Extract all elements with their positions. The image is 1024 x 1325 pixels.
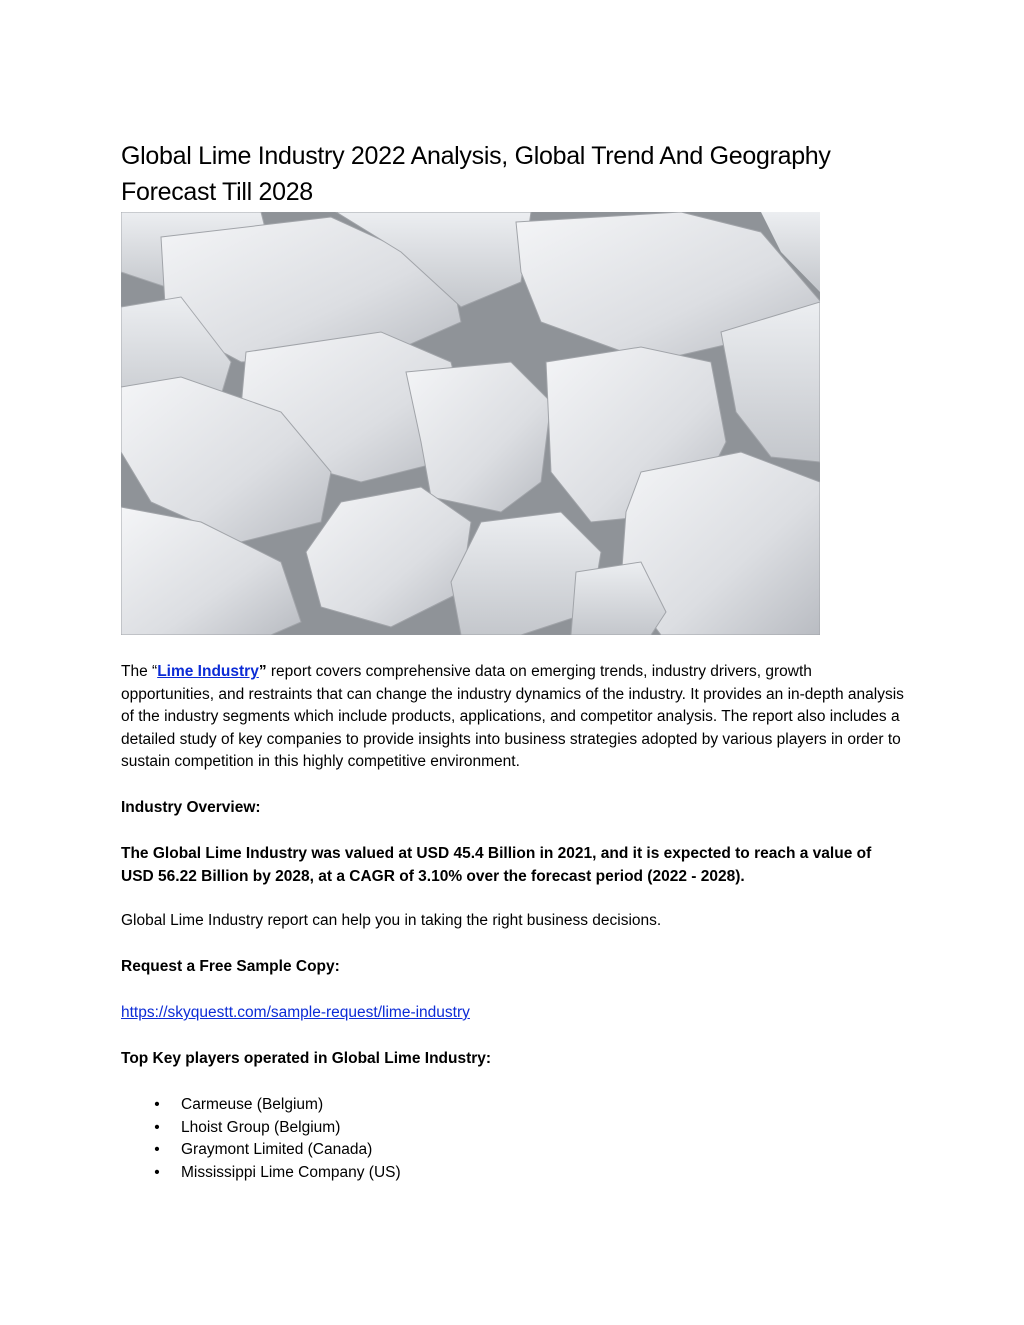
intro-paragraph [121,661,906,774]
industry-overview-heading: Industry Overview: [121,799,261,816]
decision-paragraph: Global Lime Industry report can help you in taking the right business decisions. [121,912,662,929]
player-name: Graymont Limited (Canada) [181,1141,373,1158]
bullet-icon: • [154,1096,160,1113]
player-name: Carmeuse (Belgium) [181,1096,324,1113]
player-name: Lhoist Group (Belgium) [181,1118,341,1136]
bullet-icon: • [154,1118,160,1136]
key-players-heading: Top Key players operated in Global Lime Industry: [121,1050,492,1067]
list-item [121,1117,821,1140]
list-item [121,1094,821,1117]
lime-rocks-image [121,212,820,635]
request-sample-heading: Request a Free Sample Copy: [121,958,340,975]
sample-request-link[interactable]: https://skyquestt.com/sample-request/lime-industry [121,1004,470,1021]
intro-text: report covers comprehensive data on emerging trends, industry drivers, growth opportunities, and restraints that can change the industry dynamics of the industry. It provides an in-depth analysis of the industry segments which include products, applications, and competitor analysis. The report also includes a detailed study of key companies to provide insights into business strategies adopted by various players in order to sustain competition in this highly competitive environment. [121,663,904,770]
valuation-paragraph: The Global Lime Industry was valued at USD 45.4 Billion in 2021, and it is expected to reach a value of USD 56.22 Billion by 2028, at a CAGR of 3.10% over the forecast period (2022 - 2028). [121,845,872,885]
sample-url-line [121,1002,906,1025]
list-item [121,1139,821,1162]
bullet-icon: • [154,1141,160,1158]
list-item [121,1162,821,1185]
intro-prefix: The “ [121,663,158,680]
player-name: Mississippi Lime Company (US) [181,1163,401,1181]
bullet-icon: • [154,1163,160,1181]
intro-close-quote: ” [258,663,267,680]
key-players-list [121,1094,821,1184]
lime-industry-link[interactable]: Lime Industry [157,663,259,680]
document-title: Global Lime Industry 2022 Analysis, Global Trend And Geography Forecast Till 2028 [121,142,831,206]
